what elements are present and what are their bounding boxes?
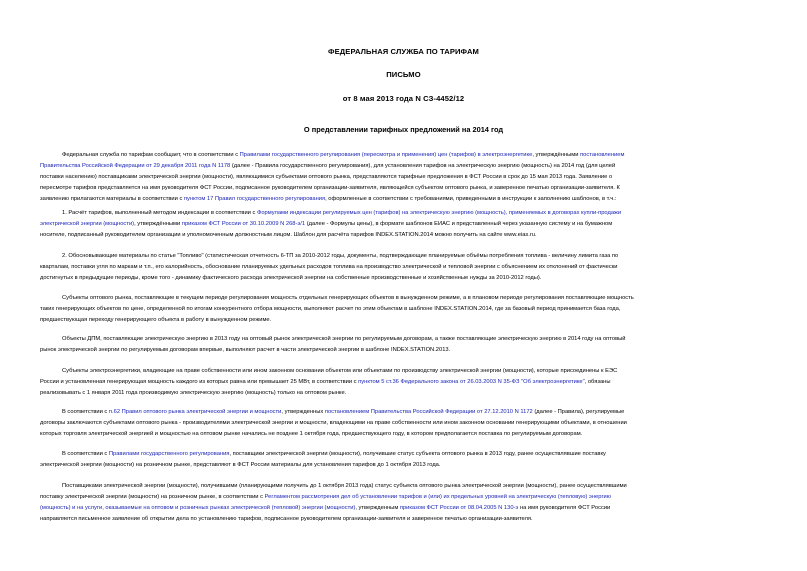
document-link[interactable]: Формулами индексации регулируемых цен (тарифов) на электрическую энергию (мощность), применяемых в договорах купли-продажи	[256, 210, 622, 216]
paragraph-application	[40, 481, 772, 525]
text-run: носителе, подписанный руководителем организации и уполномоченным должностным лицом. Шаблон для расчёта тарифов INDEX.STATION.2014 можно получить на сайте www.eias.ru.	[40, 231, 537, 238]
text-line	[40, 208, 772, 219]
text-line	[40, 183, 772, 194]
text-run: достигнутых в предыдущие периоды, кроме того - динамику фактического расхода электрической энергии на собственные производственные и хозяйственные нужды за 2010-2012 годы).	[40, 274, 542, 281]
text-run: реализовывать с 1 января 2011 года производимую электрическую энергию (мощность) только на оптовом рынке.	[40, 389, 347, 396]
text-run: В соответствии с	[62, 409, 109, 415]
document-subject: О представлении тарифных предложений на 2014 год	[303, 125, 504, 134]
text-run: пересмотре тарифов представляется на имя руководителя ФСТ России, подписанное руководителем организации-заявителя, являющейся субъектом оптового рынка, и заверенное печатью организации-заявителя. К	[40, 184, 620, 191]
text-line	[40, 345, 772, 356]
text-run: на имя руководителя ФСТ России	[518, 504, 611, 511]
text-run: Субъекты электроэнергетики, владеющие на праве собственности или ином законном основании объектом или объектами по производству электрической энергии (мощности), которые присоединены к ЕЭС	[62, 368, 618, 374]
document-link[interactable]: (мощность) и на услуги, оказываемые на оптовом и розничных рынках электрической (тепловой) энергии (мощности)	[40, 504, 356, 511]
text-line	[40, 514, 772, 525]
agency-title: ФЕДЕРАЛЬНАЯ СЛУЖБА ПО ТАРИФАМ	[328, 47, 479, 56]
text-line	[40, 503, 772, 514]
text-run: электрической энергии (мощности) на розничном рынке, представляют в ФСТ России материалы для установления тарифов до 1 октября 2013 года.	[40, 461, 441, 468]
text-run: (далее - Правила), регулируемые	[532, 409, 625, 415]
paragraph-intro	[40, 150, 772, 205]
document-link[interactable]: п.62 Правил оптового рынка электрической энергии и мощности	[108, 409, 282, 415]
document-link[interactable]: постановлением	[580, 152, 625, 158]
text-line	[40, 492, 772, 503]
paragraph-dpm-objects	[40, 334, 772, 356]
text-line	[40, 429, 772, 440]
text-run: (далее - Формулы цены), в формате шаблонов ЕИАС и представленный через указанную систему и на бумажном	[305, 220, 613, 227]
document-link[interactable]: приказом ФСТ России от 30.10.2009 N 268-э/1	[181, 220, 306, 227]
text-run: кварталам, поставки угля по маркам и т.п., его калорийность, обоснование планируемых удельных расходов топлива на производство электрической и тепловой энергии с объяснением их отклонений от фактически	[40, 263, 618, 270]
text-line	[40, 194, 772, 205]
text-line	[40, 388, 772, 399]
document-link[interactable]: Регламентом рассмотрения дел об установлении тарифов и (или) их предельных уровней на электрическую (тепловую) энергию	[264, 493, 612, 500]
text-line	[40, 377, 772, 388]
paragraph-regulated-contracts	[40, 407, 772, 440]
text-line	[40, 161, 772, 172]
paragraph-new-subjects	[40, 449, 772, 471]
text-run: направляется письменное заявление об открытии дела по установлению тарифов, подписанное руководителем организации-заявителя и заверенное печатью организации-заявителя.	[40, 515, 533, 522]
text-line	[40, 449, 772, 460]
document-link[interactable]: Правительства Российской Федерации от 29 декабря 2011 года N 1178	[40, 162, 231, 169]
paragraph-item-1	[40, 208, 772, 241]
text-run: В соответствии с	[62, 451, 109, 457]
text-line	[40, 251, 772, 262]
text-run: рынок электрической энергии по регулируемым договорам впервые, выполняют расчет в части электрической энергии в шаблоне INDEX.STATION.2013.	[40, 346, 451, 353]
text-line	[40, 262, 772, 273]
text-run: , утвержденных	[281, 409, 325, 415]
text-run: , утвержденным	[355, 504, 400, 511]
text-run: , обязаны	[584, 378, 611, 385]
text-line	[40, 481, 772, 492]
text-line	[40, 293, 772, 304]
text-line	[40, 304, 772, 315]
paragraph-item-2	[40, 251, 772, 284]
text-run: (далее - Правила государственного регулирования), для установления тарифов на электрическую энергию (мощность) на 2014 год (для целей	[230, 162, 616, 169]
text-run: , оформленные в соответствии с требованиями, приведенными в инструкции к заполнению шаблонов, в т.ч.:	[325, 195, 617, 202]
text-line	[40, 273, 772, 284]
document-link[interactable]: пунктом 5 ст.36 Федерального закона от 26.03.2003 N 35-ФЗ "Об электроэнергетике"	[358, 378, 585, 385]
text-line	[40, 366, 772, 377]
text-run: , утверждёнными	[134, 220, 182, 227]
text-line	[40, 334, 772, 345]
text-line	[40, 230, 772, 241]
text-run: предшествующая переходу генерирующего объекта в работу в вынужденном режиме.	[40, 316, 272, 323]
text-run: , утверждёнными	[532, 152, 581, 158]
document-link[interactable]: пунктом 17 Правил государственного регулирования	[183, 195, 326, 202]
text-run: России и установленная генерирующая мощность каждого из которых равна или превышает 25 МВт, в соответствии с	[40, 378, 359, 385]
document-link[interactable]: Правилами государственного регулирования	[108, 451, 230, 457]
text-line	[40, 172, 772, 183]
document-date-number: от 8 мая 2013 года N СЗ-4452/12	[342, 94, 465, 103]
text-run: Субъекты оптового рынка, поставляющие в текущем периоде регулирования мощность отдельных генерирующих объектов в вынужденном режиме, а в плановом периоде регулирования поставляющие мощность	[62, 295, 634, 301]
document-link[interactable]: Правилами государственного регулирования (пересмотра и применения) цен (тарифов) в электроэнергетике	[239, 152, 533, 158]
text-run: договоры заключаются субъектами оптового рынка - производителями электрической энергии и мощности, владеющими на праве собственности или ином законном основании генерирующими объектами, в отношении	[40, 419, 627, 426]
text-line	[40, 219, 772, 230]
text-run: поставки населению) поставщиками электрической энергии (мощности), являющимися субъектами оптового рынка, представляются тарифные предложения в ФСТ России в срок до 15 мая 2013 года. Заявление о	[40, 173, 613, 180]
document-link[interactable]: электрической энергии (мощности)	[40, 220, 135, 227]
paragraph-25mw-subjects	[40, 366, 772, 399]
text-run: 1. Расчёт тарифов, выполненный методом индексации в соответствии с	[62, 210, 257, 216]
text-run: 2. Обосновывающие материалы по статье "Топливо" (статистическая отчетность 6-ТП за 2010-2012 годы, документы, подтверждающие планируемые объёмы потребления топлива - величину лимита газа по	[62, 253, 619, 259]
text-run: заявлению прилагаются материалы в соответствии с	[40, 195, 184, 202]
text-line	[40, 315, 772, 326]
document-type: ПИСЬМО	[386, 70, 421, 79]
text-run: таких генерирующих объектов по цене, определенной по итогам конкурентного отбора мощности, выполняют расчет по этим объектам в шаблоне INDEX.STATION.2014, где за базовый период принимается база года,	[40, 305, 621, 312]
document-link[interactable]: приказом ФСТ России от 08.04.2005 N 130-э	[399, 504, 519, 511]
text-run: которых торговля электрической энергией и мощностью на оптовом рынке начались не позднее 1 октября года, предшествующего году, в котором предполагается поставка по регулируемым договорам.	[40, 430, 583, 437]
text-line	[40, 150, 772, 161]
document-link[interactable]: постановлением Правительства Российской Федерации от 27.12.2010 N 1172	[324, 409, 533, 415]
paragraph-forced-mode	[40, 293, 772, 326]
text-line	[40, 407, 772, 418]
text-run: Федеральная служба по тарифам сообщает, что в соответствии с	[62, 152, 240, 158]
text-run: Объекты ДПМ, поставляющие электрическую энергию в 2013 году на оптовый рынок электрической энергии по регулируемым договорам, а также поставляющие электрическую энергию в 2014 году на оптовый	[62, 336, 626, 342]
text-line	[40, 460, 772, 471]
text-run: Поставщиками электрической энергии (мощности), получившими (планирующими получить до 1 октября 2013 года) статус субъекта оптового рынка электрической энергии (мощности), ранее осуществлявшими	[62, 483, 627, 489]
text-run: поставку электрической энергии (мощности) на розничном рынке, в соответствии с	[40, 493, 265, 500]
text-line	[40, 418, 772, 429]
text-run: , поставщики электрической энергии (мощности), получившие статус субъекта оптового рынка в 2013 году, ранее осуществлявшие поставку	[229, 451, 606, 457]
